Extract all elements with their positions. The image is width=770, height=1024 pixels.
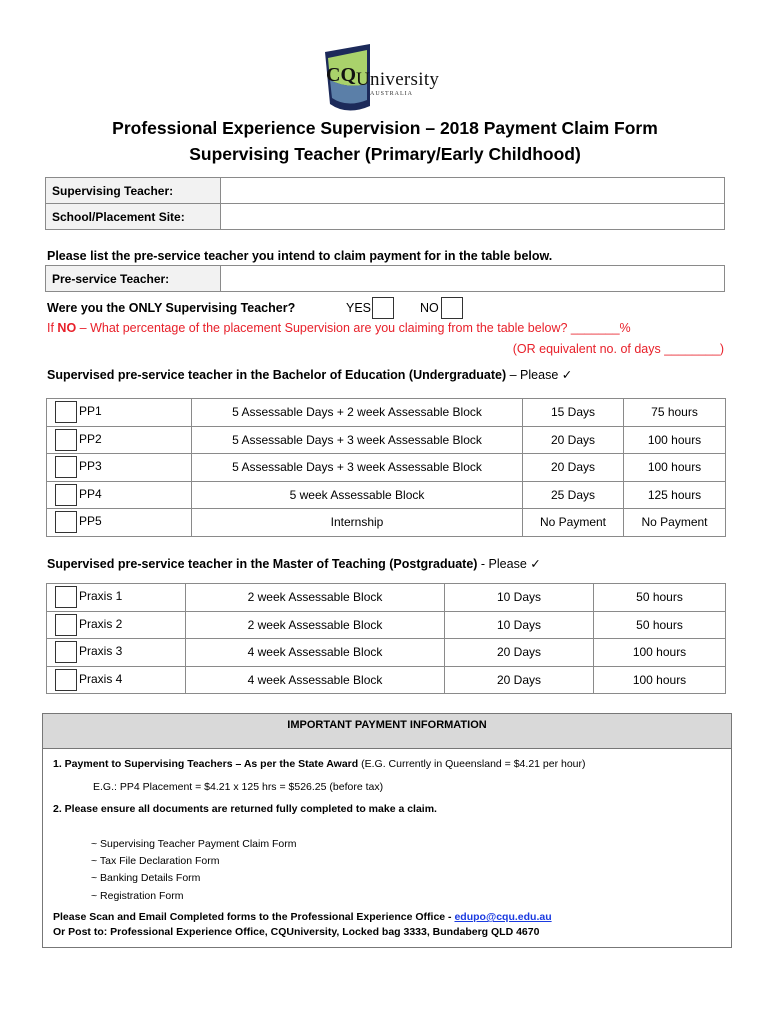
scan-instructions: [53, 911, 552, 923]
table-row: [47, 426, 726, 454]
page-title: Professional Experience Supervision – 2018 Payment Claim Form: [112, 118, 658, 138]
placement-days: 10 Days: [445, 611, 594, 639]
school-site-field[interactable]: [221, 204, 725, 230]
payment-item-2: 2. Please ensure all documents are returned fully completed to make a claim.: [53, 803, 437, 815]
table-row: [47, 666, 726, 694]
praxis1-checkbox[interactable]: [55, 586, 77, 608]
placement-desc: 2 week Assessable Block: [186, 584, 445, 612]
table-row: [47, 399, 726, 427]
postgrad-table: [46, 583, 726, 694]
placement-days: 15 Days: [523, 399, 624, 427]
page-subtitle: Supervising Teacher (Primary/Early Childhood): [189, 144, 581, 164]
preservice-table: [45, 265, 725, 292]
percentage-no: NO: [57, 321, 77, 335]
yes-label: YES: [346, 301, 372, 315]
placement-days: 20 Days: [445, 639, 594, 667]
only-teacher-question: Were you the ONLY Supervising Teacher?: [47, 301, 296, 315]
placement-code: Praxis 2: [79, 616, 123, 631]
placement-code: PP4: [79, 486, 102, 501]
placement-hours: 75 hours: [624, 399, 726, 427]
supervising-teacher-row: [46, 178, 725, 204]
pp2-checkbox[interactable]: [55, 429, 77, 451]
placement-code: PP5: [79, 514, 102, 529]
yes-checkbox[interactable]: [372, 297, 394, 319]
table-row: [47, 481, 726, 509]
placement-code: PP2: [79, 431, 102, 446]
logo-text-cq: CQ: [326, 64, 356, 86]
placement-hours: 100 hours: [594, 666, 726, 694]
document-item: ~ Banking Details Form: [91, 872, 201, 884]
undergrad-heading-bold: Supervised pre-service teacher in the Bachelor of Education (Undergraduate): [47, 368, 507, 382]
post-instructions: Or Post to: Professional Experience Office, CQUniversity, Locked bag 3333, Bundaberg QLD 4670: [53, 926, 540, 938]
preservice-instruction: Please list the pre-service teacher you intend to claim payment for in the table below.: [47, 249, 553, 263]
pp5-checkbox[interactable]: [55, 511, 77, 533]
percentage-rest: – What percentage of the placement Supervision are you claiming from the table below? _______%: [76, 321, 631, 335]
praxis4-checkbox[interactable]: [55, 669, 77, 691]
placement-hours: 100 hours: [624, 454, 726, 482]
placement-hours: 50 hours: [594, 611, 726, 639]
payment-item-1: [53, 758, 586, 770]
table-row: [47, 584, 726, 612]
placement-desc: 5 Assessable Days + 2 week Assessable Block: [192, 399, 523, 427]
supervising-teacher-label: Supervising Teacher:: [46, 178, 221, 204]
table-row: [47, 611, 726, 639]
placement-days: 20 Days: [523, 426, 624, 454]
undergrad-heading: [47, 367, 572, 382]
school-site-label: School/Placement Site:: [46, 204, 221, 230]
table-row: [47, 454, 726, 482]
placement-desc: Internship: [192, 509, 523, 537]
placement-hours: No Payment: [624, 509, 726, 537]
percentage-question: [47, 321, 631, 335]
placement-hours: 100 hours: [624, 426, 726, 454]
school-site-row: [46, 204, 725, 230]
cquniversity-logo: [322, 44, 452, 116]
logo-text-australia: AUSTRALIA: [370, 91, 413, 97]
placement-hours: 125 hours: [624, 481, 726, 509]
scan-text: Please Scan and Email Completed forms to the Professional Experience Office -: [53, 911, 455, 923]
placement-hours: 50 hours: [594, 584, 726, 612]
postgrad-heading: [47, 556, 541, 571]
document-item: ~ Registration Form: [91, 890, 184, 902]
undergrad-heading-rest: – Please ✓: [506, 368, 573, 382]
email-link[interactable]: edupo@cqu.edu.au: [454, 911, 552, 923]
teacher-info-table: [45, 177, 725, 230]
payment-item-1-rest: (E.G. Currently in Queensland = $4.21 per hour): [358, 758, 586, 770]
placement-code: PP3: [79, 459, 102, 474]
pp4-checkbox[interactable]: [55, 484, 77, 506]
document-item: ~ Supervising Teacher Payment Claim Form: [91, 838, 297, 850]
logo-text-university: University: [356, 69, 440, 90]
placement-desc: 5 Assessable Days + 3 week Assessable Block: [192, 454, 523, 482]
placement-desc: 2 week Assessable Block: [186, 611, 445, 639]
preservice-field[interactable]: [221, 266, 725, 292]
placement-hours: 100 hours: [594, 639, 726, 667]
placement-desc: 4 week Assessable Block: [186, 639, 445, 667]
equivalent-days: (OR equivalent no. of days ________): [512, 342, 724, 356]
payment-info-box: [42, 713, 732, 948]
placement-days: 10 Days: [445, 584, 594, 612]
placement-days: 25 Days: [523, 481, 624, 509]
placement-days: No Payment: [523, 509, 624, 537]
percentage-prefix: If: [47, 321, 58, 335]
pp3-checkbox[interactable]: [55, 456, 77, 478]
payment-info-heading: IMPORTANT PAYMENT INFORMATION: [43, 714, 731, 749]
postgrad-heading-bold: Supervised pre-service teacher in the Master of Teaching (Postgraduate): [47, 557, 478, 571]
placement-code: Praxis 1: [79, 589, 123, 604]
preservice-row: [46, 266, 725, 292]
praxis3-checkbox[interactable]: [55, 641, 77, 663]
placement-desc: 4 week Assessable Block: [186, 666, 445, 694]
supervising-teacher-field[interactable]: [221, 178, 725, 204]
table-row: [47, 509, 726, 537]
placement-desc: 5 week Assessable Block: [192, 481, 523, 509]
no-checkbox[interactable]: [441, 297, 463, 319]
placement-desc: 5 Assessable Days + 3 week Assessable Block: [192, 426, 523, 454]
document-item: ~ Tax File Declaration Form: [91, 855, 220, 867]
pp1-checkbox[interactable]: [55, 401, 77, 423]
payment-item-1-bold: 1. Payment to Supervising Teachers – As per the State Award: [53, 758, 359, 770]
placement-code: Praxis 3: [79, 644, 123, 659]
preservice-label: Pre-service Teacher:: [46, 266, 221, 292]
placement-days: 20 Days: [445, 666, 594, 694]
placement-code: Praxis 4: [79, 671, 123, 686]
undergrad-table: [46, 398, 726, 537]
placement-code: PP1: [79, 404, 102, 419]
postgrad-heading-rest: - Please ✓: [477, 557, 541, 571]
placement-days: 20 Days: [523, 454, 624, 482]
praxis2-checkbox[interactable]: [55, 614, 77, 636]
table-row: [47, 639, 726, 667]
payment-example: E.G.: PP4 Placement = $4.21 x 125 hrs = $526.25 (before tax): [93, 781, 384, 793]
no-label: NO: [420, 301, 439, 315]
